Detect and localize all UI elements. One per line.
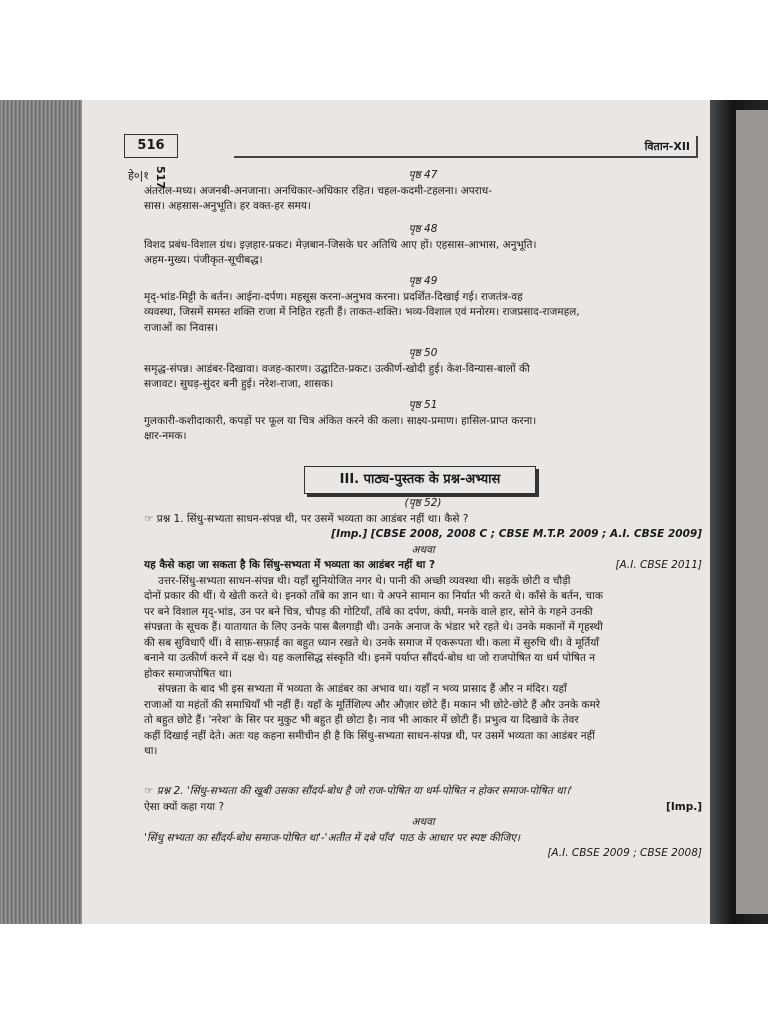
glossary-line: व्यवस्था, जिसमें समस्त शक्ति राजा में निहित रहती हैं। ताकत-शक्ति। भव्य-विशाल एवं मनोरम। राजप्रसाद-राजमहल, [144,306,580,318]
book-title: वितान-XII [644,140,690,153]
alt-question-row [144,558,702,574]
glossary-p50 [144,346,702,393]
glossary-line: मृद्-भांड-मिट्टी के बर्तन। आईना-दर्पण। महसूस करना-अनुभव करना। प्रदर्शित-दिखाई गई। राजतंत्र-वह [144,290,523,303]
page-reference: (पृष्ठ 52) [404,497,442,509]
question-text-cont: ऐसा क्यों कहा गया ? [144,800,225,813]
importance-tag: [Imp.] [666,800,702,813]
answer-line: तो बहुत छोटे हैं। 'नरेश' के सिर पर मुकुट भी बहुत ही छोटा है। नाव भी आकार में छोटी हैं। प्रभुत्व या दिखावे के तेवर [144,714,579,726]
question-block-1 [144,496,702,760]
header-bar [234,136,698,158]
glossary-heading: पृष्ठ 50 [408,347,438,359]
glossary-p48 [144,222,702,269]
answer-line: संपन्नता के बाद भी इस सभ्यता में भव्यता के आडंबर का अभाव था। यहाँ न भव्य प्रासाद हैं और न मंदिर। यहाँ [158,683,567,695]
glossary-heading: पृष्ठ 47 [408,169,438,181]
or-label: अथवा [411,816,435,828]
alt-question-reference: [A.I. CBSE 2011] [615,559,702,571]
question-row [144,800,702,816]
glossary-line: क्षार-नमक। [144,430,187,442]
glossary-heading: पृष्ठ 48 [408,223,438,235]
page-number: 516 [124,134,178,158]
section-title: III. पाठ्य-पुस्तक के प्रश्न-अभ्यास [304,466,536,494]
alt-question-text: यह कैसे कहा जा सकता है कि सिंधु-सभ्यता में भव्यता का आडंबर नहीं था ? [144,559,436,571]
answer-line: संपन्नता के सूचक हैं। यातायात के लिए उनके पास बैलगाड़ी थी। उनके अनाज के भंडार भरे रहते थे। उनके मकानों में गृहस्थी [144,621,603,633]
page-edges-left [0,100,82,924]
glossary-line: राजाओं का निवास। [144,321,218,334]
glossary-line: अहम-मुख्य। पंजीकृत-सूचीबद्ध। [144,254,263,266]
glossary-line: सास। अहसास-अनुभूति। हर वक्त-हर समय। [144,200,311,212]
glossary-line: सजावट। सुघड़-सुंदर बनी हुई। नरेश-राजा, शासक। [144,378,334,390]
answer-line: था। [144,745,158,757]
glossary-p49 [144,274,702,336]
question-text: ☞ प्रश्न 1. सिंधु-सभ्यता साधन-संपन्न थी, पर उसमें भव्यता का आडंबर नहीं था। कैसे ? [144,512,469,525]
side-tab-number: 517 [154,166,167,189]
glossary-line: गुलकारी-कशीदाकारी, कपड़ों पर फूल या चित्र अंकित करने की कला। साक्ष्य-प्रमाण। हासिल-प्राप्त करना। [144,414,537,427]
book-page [82,100,710,924]
question-block-2 [144,784,702,862]
or-label: अथवा [411,543,435,556]
glossary-p51 [144,398,702,445]
glossary-heading: पृष्ठ 49 [408,275,438,287]
alt-question-text: 'सिंधु सभ्यता का सौंदर्य-बोध समाज-पोषित था'-'अतीत में दबे पाँव' पाठ के आधार पर स्पष्ट कीजिए। [144,831,521,844]
answer-line: कहीं दिखाई नहीं देते। अतः यह कहना समीचीन ही है कि सिंधु-सभ्यता साधन-संपन्न थी, पर उसमें भव्यता का आडंबर नहीं [144,729,595,742]
answer-line: बनाने या उत्कीर्ण करने में दक्ष थे। यह कलासिद्ध संस्कृति थी। इनमें पर्याप्त सौंदर्य-बोध था जो राजपोषित या धर्म पोषित न [144,652,596,664]
glossary-line: समृद्ध-संपन्न। आडंबर-दिखावा। वजह-कारण। उद्घाटित-प्रकट। उत्कीर्ण-खोदी हुई। केश-विन्यास-बालों की [144,362,530,375]
glossary-line: अंतराल-मध्य। अजनबी-अनजाना। अनधिकार-अधिकार रहित। चहल-कदमी-टहलना। अपराध- [144,184,493,197]
glossary-line: विशद प्रबंध-विशाल ग्रंथ। इज़हार-प्रकट। मेज़बान-जिसके घर अतिथि आए हों। एहसास-आभास, अनुभूति। [144,238,537,251]
question-text: ☞ प्रश्न 2. 'सिंधु-सभ्यता की खूबी उसका सौंदर्य-बोध है जो राज-पोषित या धर्म-पोषित न होकर समाज-पोषित था।' [144,785,573,797]
right-page-edge [736,110,768,914]
answer-line: दोनों प्रकार की थीं। ये खेती करते थे। इनको ताँबे का ज्ञान था। ये अपने सामान का निर्यात भी करते थे। काँसे के बर्तन, चाक [144,590,603,602]
question-reference: [Imp.] [CBSE 2008, 2008 C ; CBSE M.T.P. 2009 ; A.I. CBSE 2009] [331,528,702,540]
answer-line: होकर समाजपोषित था। [144,667,233,680]
answer-line: राजाओं या महंतों की समाधियाँ भी नहीं हैं। यहाँ के मूर्तिशिल्प और औज़ार छोटे हैं। मकान भी छोटे-छोटे हैं और उनके कमरे [144,698,601,711]
answer-line: पर बने विशाल मृद्-भांड, उन पर बने चित्र, चौपड़ की गोटियाँ, ताँबे का दर्पण, कंघी, मनके वाले हार, सोने के गहने उनकी [144,605,593,618]
answer-line: उत्तर-सिंधु-सभ्यता साधन-संपन्न थी। यहाँ सुनियोजित नगर थे। पानी की अच्छी व्यवस्था थी। सड़कें छोटी व चौड़ी [158,574,571,587]
glossary-heading: पृष्ठ 51 [408,399,438,411]
book-photo [0,100,768,924]
answer-line: की सब सुविधाएँ थीं। वे साफ़-सफ़ाई का बहुत ध्यान रखते थे। उनके समाज में एकरूपता थी। कला में सुरुचि थी। वे मूर्तियाँ [144,636,600,649]
alt-question-reference: [A.I. CBSE 2009 ; CBSE 2008] [547,847,702,859]
glossary-p47 [144,168,702,215]
side-tab-label: हे०|१ [128,169,149,182]
